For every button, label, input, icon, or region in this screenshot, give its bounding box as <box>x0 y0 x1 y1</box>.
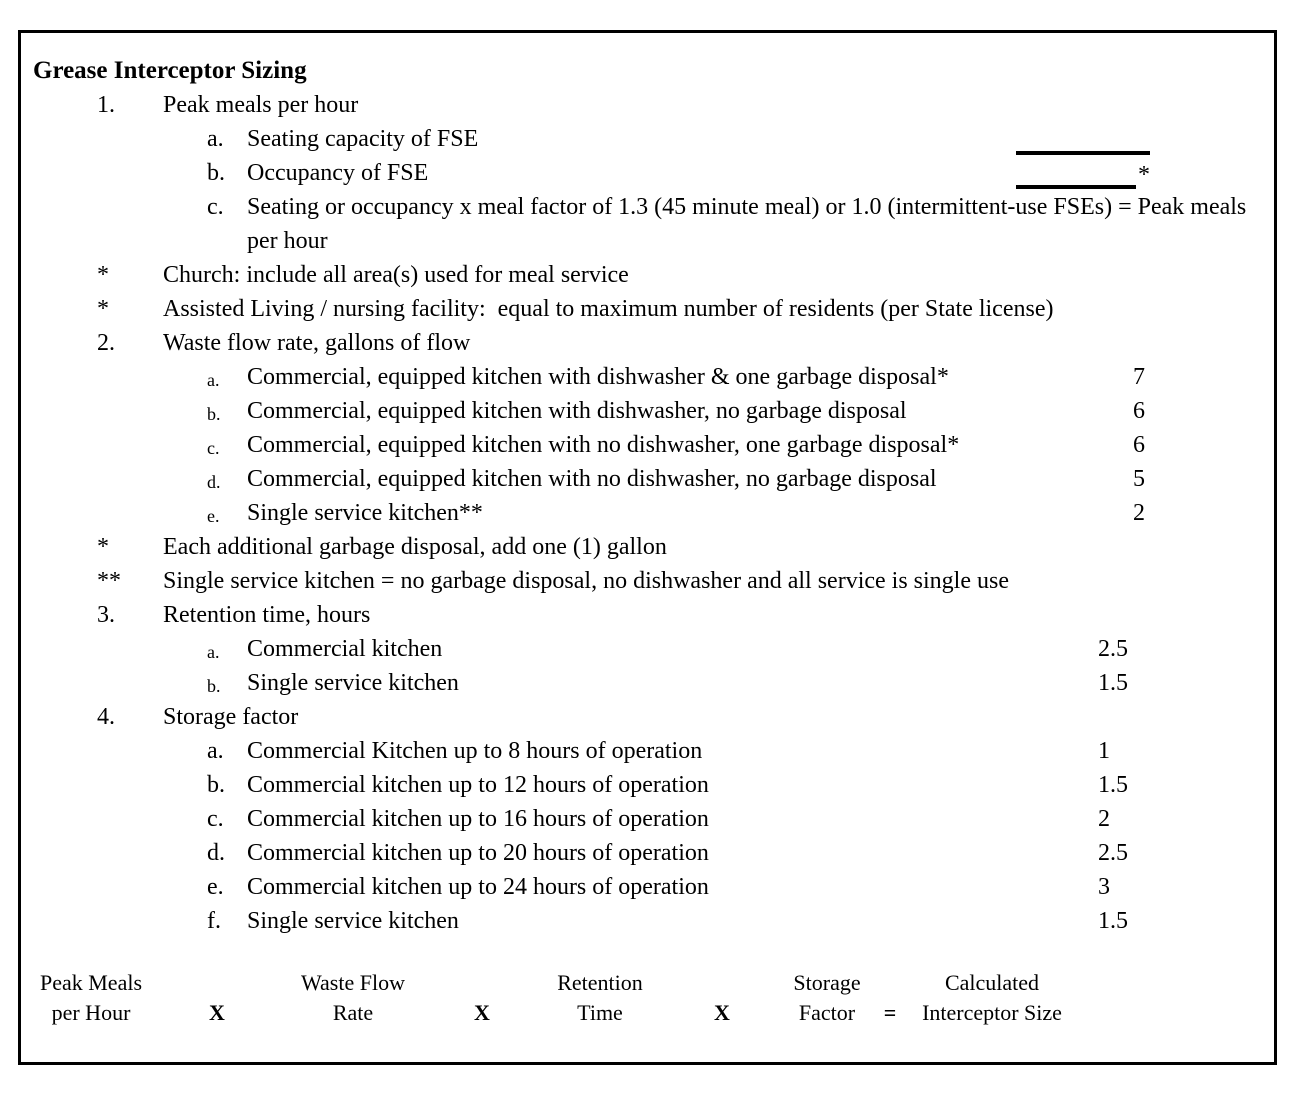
formula-term-line2: Interceptor Size <box>922 1000 1062 1025</box>
list-item-2a <box>21 360 1274 394</box>
item-text: Single service kitchen = no garbage disposal, no dishwasher and all service is single use <box>163 568 1009 594</box>
formula-term-calculated-interceptor-size <box>897 968 1087 1028</box>
sizing-formula <box>21 968 1274 1030</box>
item-marker: b. <box>207 160 225 186</box>
list-item-4b <box>21 768 1274 802</box>
item-marker: f. <box>207 908 221 934</box>
list-item-4c <box>21 802 1274 836</box>
formula-term-retention-time <box>535 968 665 1028</box>
item-marker: e. <box>207 874 224 900</box>
item-value: 1.5 <box>1098 670 1128 696</box>
list-item-1a <box>21 122 1274 156</box>
item-text: Single service kitchen <box>247 670 459 696</box>
list-item-2e <box>21 496 1274 530</box>
list-item-3a <box>21 632 1274 666</box>
item-text: Each additional garbage disposal, add one (1) gallon <box>163 534 667 560</box>
item-marker: * <box>97 534 109 560</box>
item-text: Waste flow rate, gallons of flow <box>163 330 471 356</box>
list-item-1b <box>21 156 1274 190</box>
item-value: 2.5 <box>1098 840 1128 866</box>
list-item-4d <box>21 836 1274 870</box>
item-text: Single service kitchen <box>247 908 459 934</box>
formula-term-line1: Retention <box>557 970 643 995</box>
formula-term-line2: Factor <box>798 1000 856 1025</box>
list-item-2b <box>21 394 1274 428</box>
item-text: Commercial, equipped kitchen with dishwasher, no garbage disposal <box>247 398 907 424</box>
formula-term-line1: Peak Meals <box>39 970 143 995</box>
list-item-1 <box>21 88 1274 122</box>
item-marker: a. <box>207 642 220 662</box>
formula-term-line2: per Hour <box>51 1000 131 1025</box>
item-text: Commercial Kitchen up to 8 hours of operation <box>247 738 703 764</box>
item-text: Church: include all area(s) used for meal service <box>163 262 629 288</box>
item-text: Peak meals per hour <box>163 92 359 118</box>
blank-footnote-asterisk: * <box>1138 162 1150 188</box>
fill-in-blank <box>1016 151 1150 155</box>
item-marker: * <box>97 262 109 288</box>
item-marker: 4. <box>97 704 115 730</box>
formula-operator-multiply: X <box>209 1000 225 1025</box>
formula-term-line1: Waste Flow <box>301 970 405 995</box>
list-item-3b <box>21 666 1274 700</box>
formula-term-storage-factor <box>762 968 892 1028</box>
item-marker: * <box>97 296 109 322</box>
formula-term-line1: Calculated <box>944 970 1040 995</box>
item-marker: e. <box>207 506 220 526</box>
formula-operator-multiply: X <box>714 1000 730 1025</box>
item-value: 2 <box>1098 806 1110 832</box>
list-item-note-single <box>21 564 1274 598</box>
item-value: 5 <box>1133 466 1145 492</box>
item-text: Commercial kitchen up to 16 hours of operation <box>247 806 709 832</box>
document-border-frame <box>18 30 1277 1065</box>
item-value: 1 <box>1098 738 1110 764</box>
item-value: 2 <box>1133 500 1145 526</box>
item-marker: 2. <box>97 330 115 356</box>
item-value: 1.5 <box>1098 772 1128 798</box>
list-item-3 <box>21 598 1274 632</box>
item-value: 1.5 <box>1098 908 1128 934</box>
formula-term-peak-meals-per-hour <box>26 968 156 1028</box>
item-value: 3 <box>1098 874 1110 900</box>
item-text: Single service kitchen** <box>247 500 483 526</box>
item-text: Occupancy of FSE <box>247 160 429 186</box>
item-text: Seating capacity of FSE <box>247 126 479 152</box>
item-text: Retention time, hours <box>163 602 371 628</box>
item-marker: c. <box>207 194 224 220</box>
list-item-note-assisted <box>21 292 1274 326</box>
list-item-2 <box>21 326 1274 360</box>
item-text: Storage factor <box>163 704 299 730</box>
item-marker: 3. <box>97 602 115 628</box>
item-marker: a. <box>207 370 220 390</box>
item-text: Assisted Living / nursing facility: equal to maximum number of residents (per State license) <box>163 296 1054 322</box>
list-item-note-disposal <box>21 530 1274 564</box>
formula-operator-multiply: X <box>474 1000 490 1025</box>
item-marker: a. <box>207 126 224 152</box>
list-item-2d <box>21 462 1274 496</box>
item-value: 2.5 <box>1098 636 1128 662</box>
item-value: 6 <box>1133 398 1145 424</box>
formula-term-line2: Time <box>577 1000 623 1025</box>
item-text: Commercial, equipped kitchen with no dishwasher, no garbage disposal <box>247 466 937 492</box>
formula-term-line2: Rate <box>332 1000 374 1025</box>
list-item-4f <box>21 904 1274 938</box>
item-marker: d. <box>207 840 225 866</box>
formula-term-waste-flow-rate <box>288 968 418 1028</box>
item-text: Commercial kitchen up to 24 hours of operation <box>247 874 709 900</box>
item-marker: b. <box>207 404 221 424</box>
item-marker: b. <box>207 676 221 696</box>
item-text: Commercial kitchen <box>247 636 443 662</box>
list-item-1c <box>21 190 1274 258</box>
item-marker: d. <box>207 472 221 492</box>
item-text: Commercial, equipped kitchen with no dishwasher, one garbage disposal* <box>247 432 960 458</box>
item-text: Seating or occupancy x meal factor of 1.3 (45 minute meal) or 1.0 (intermittent-use FSEs) = Peak meals per hour <box>247 194 1253 254</box>
item-value: 6 <box>1133 432 1145 458</box>
item-marker: c. <box>207 806 224 832</box>
page-title: Grease Interceptor Sizing <box>33 57 307 84</box>
formula-operator-equals: = <box>883 1000 897 1025</box>
list-item-4a <box>21 734 1274 768</box>
item-marker: ** <box>97 568 121 594</box>
list-item-4e <box>21 870 1274 904</box>
item-text: Commercial kitchen up to 12 hours of operation <box>247 772 709 798</box>
list-item-note-church <box>21 258 1274 292</box>
item-value: 7 <box>1133 364 1145 390</box>
fill-in-blank <box>1016 185 1136 189</box>
list-item-4 <box>21 700 1274 734</box>
item-text: Commercial kitchen up to 20 hours of operation <box>247 840 709 866</box>
item-marker: a. <box>207 738 224 764</box>
list-item-2c <box>21 428 1274 462</box>
item-marker: c. <box>207 438 220 458</box>
item-marker: b. <box>207 772 225 798</box>
item-text: Commercial, equipped kitchen with dishwasher & one garbage disposal* <box>247 364 949 390</box>
formula-term-line1: Storage <box>793 970 861 995</box>
item-marker: 1. <box>97 92 115 118</box>
